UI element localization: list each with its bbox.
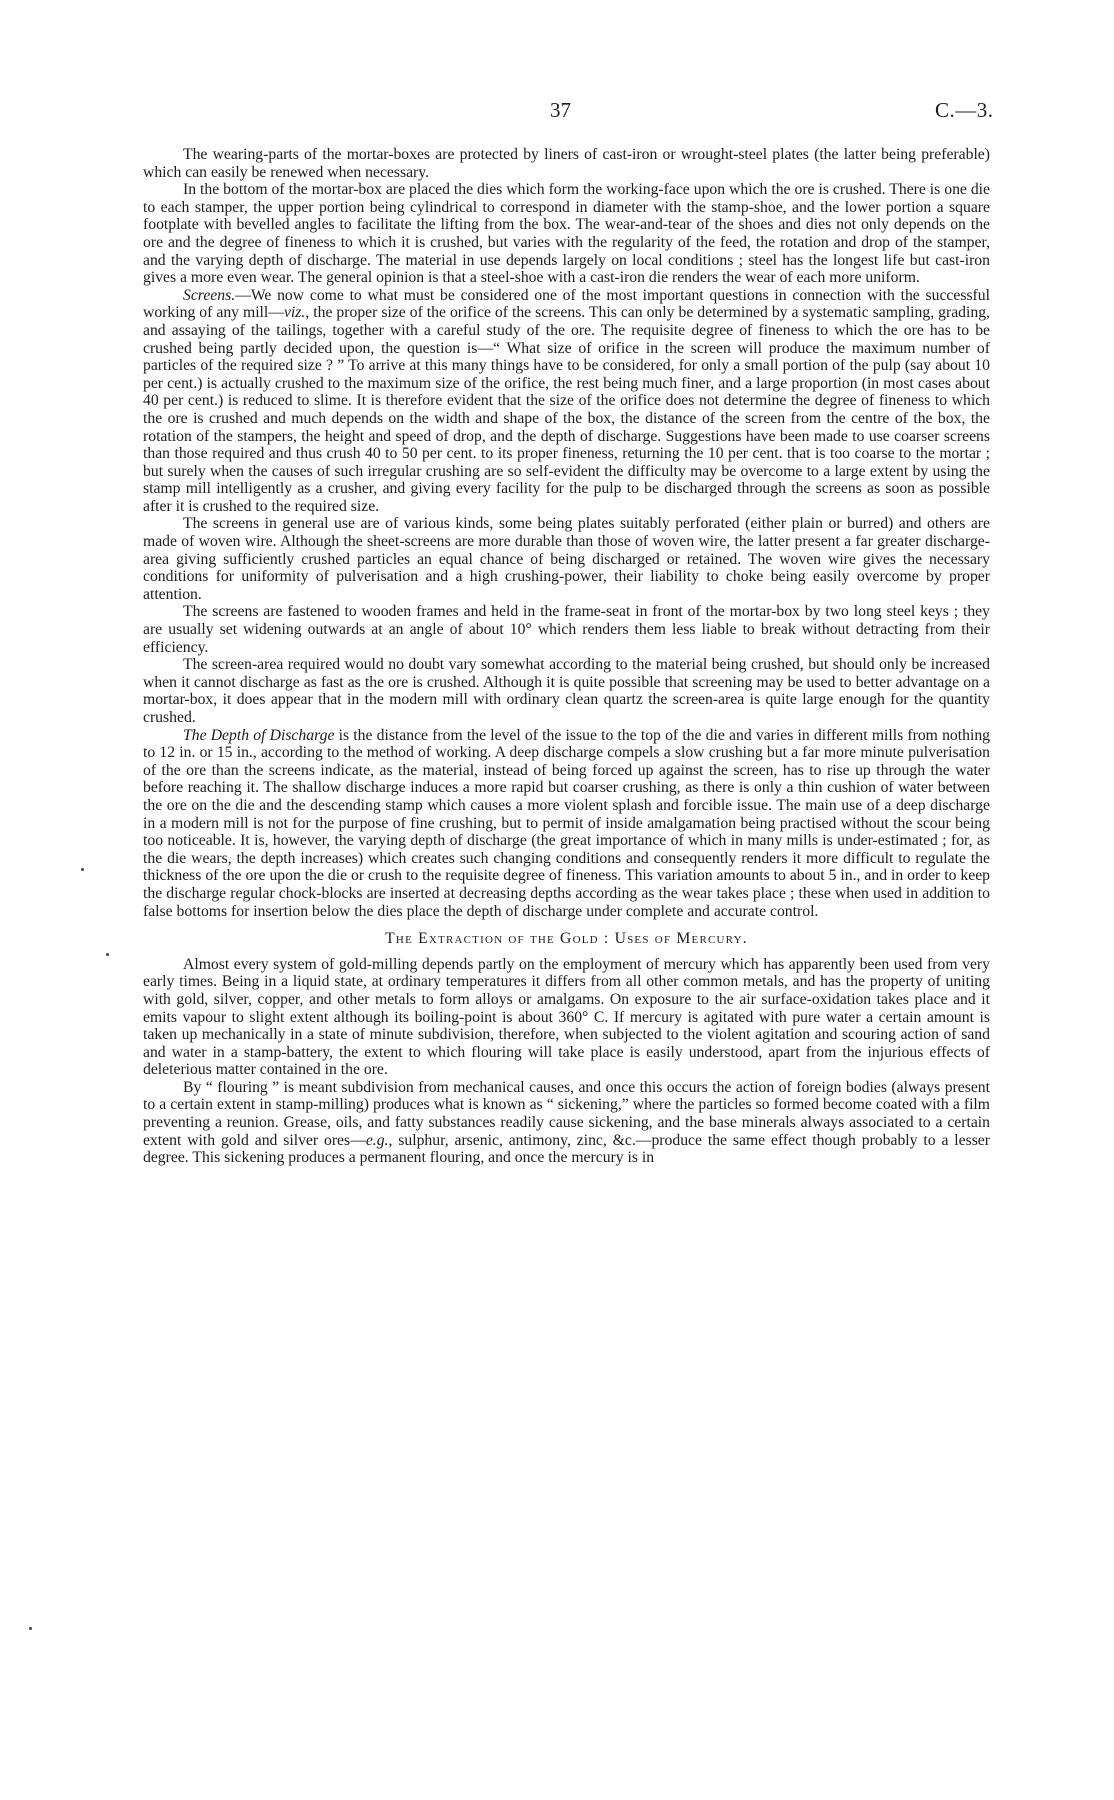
margin-speck	[29, 1627, 32, 1630]
paragraph-screens: Screens.—We now come to what must be considered one of the most important questions in connection with the successful working of any mill—viz., the proper size of the orifice of the screens. This can only be determined by a systematic sampling, grading, and assaying of the tailings, together with a careful study of the ore. The requisite degree of fineness to which the ore has to be crushed being partly decided upon, the question is—“ What size of orifice in the screen will produce the maximum number of particles of the required size ? ” To arrive at this many things have to be considered, for only a small portion of the pulp (say about 10 per cent.) is actually crushed to the maximum size of the orifice, the rest being much finer, and a large proportion (in most cases about 40 per cent.) is reduced to slime. It is therefore evident that the size of the orifice does not determine the degree of fineness to which the ore is crushed and much depends on the width and shape of the box, the distance of the screen from the centre of the box, the rotation of the stampers, the height and speed of drop, and the depth of discharge. Suggestions have been made to use coarser screens than those required and thus crush 40 to 50 per cent. to its proper fineness, returning the 10 per cent. that is too coarse to the mortar ; but surely when the causes of such irregular crushing are so self-evident the difficulty may be overcome to a large extent by using the stamp mill intelligently as a crusher, and giving every facility for the pulp to be discharged through the screens as soon as possible after it is crushed to the required size.	[143, 286, 990, 515]
paragraph-screen-kinds: The screens in general use are of various kinds, some being plates suitably perforated (either plain or burred) and others are made of woven wire. Although the sheet-screens are more durable than those of woven wire, the latter present a far greater discharge-area giving sufficiently crushed particles an equal chance of being discharged or retained. The woven wire gives the necessary conditions for uniformity of pulverisation and a high crushing-power, their liability to choke being easily overcome by proper attention.	[143, 515, 990, 603]
paragraph-screen-area: The screen-area required would no doubt vary somewhat according to the material being crushed, but should only be increased when it cannot discharge as fast as the ore is crushed. Although it is quite possible that screening may be used to better advantage on a mortar-box, it does appear that in the modern mill with ordinary clean quartz the screen-area is quite large enough for the quantity crushed.	[143, 656, 990, 726]
paragraph-lead-italic: Screens.	[183, 286, 236, 304]
body-text	[143, 146, 990, 1167]
paragraph-dies: In the bottom of the mortar-box are placed the dies which form the working-face upon which the ore is crushed. There is one die to each stamper, the upper portion being cylindrical to correspond in diameter with the stamp-shoe, and the lower portion a square footplate with bevelled angles to facilitate the lifting from the box. The wear-and-tear of the shoes and dies not only depends on the ore and the degree of fineness to which it is crushed, but varies with the regularity of the feed, the rotation and drop of the stamper, and the varying depth of discharge. The material in use depends largely on local conditions ; steel has the longest life but cast-iron gives a more even wear. The general opinion is that a steel-shoe with a cast-iron die renders the wear of each more uniform.	[143, 181, 990, 287]
paragraph-flouring: By “ flouring ” is meant subdivision from mechanical causes, and once this occurs the action of foreign bodies (always present to a certain extent in stamp-milling) produces what is known as “ sickening,” where the particles so formed become coated with a film preventing a reunion. Grease, oils, and fatty substances readily cause sickening, and the base minerals always associated to a certain extent with gold and silver ores—e.g., sulphur, arsenic, antimony, zinc, &c.—produce the same effect though probably to a lesser degree. This sickening produces a permanent flouring, and once the mercury is in	[143, 1078, 990, 1167]
paragraph-screen-frames: The screens are fastened to wooden frames and held in the frame-seat in front of the mortar-box by two long steel keys ; they are usually set widening outwards at an angle of about 10° which renders them less liable to break without detracting from their efficiency.	[143, 603, 990, 656]
page-header	[0, 98, 1114, 128]
document-reference: C.—3.	[935, 98, 994, 122]
margin-speck	[81, 868, 84, 871]
section-heading: The Extraction of the Gold : Uses of Mercury.	[385, 930, 748, 948]
paragraph-liners: The wearing-parts of the mortar-boxes are protected by liners of cast-iron or wrought-steel plates (the latter being preferable) which can easily be renewed when necessary.	[143, 146, 990, 181]
margin-speck	[106, 953, 109, 956]
page-number: 37	[550, 98, 571, 122]
paragraph-lead-italic: The Depth of Discharge	[183, 726, 335, 744]
paragraph-mercury: Almost every system of gold-milling depends partly on the employment of mercury which has apparently been used from very early times. Being in a liquid state, at ordinary temperatures it differs from all other common metals, and has the property of uniting with gold, silver, copper, and other metals to form alloys or amalgams. On exposure to the air surface-oxidation takes place and it emits vapour to slight extent although its boiling-point is about 360° C. If mercury is agitated with pure water a certain amount is taken up mechanically in a state of minute subdivision, therefore, when subjected to the violent agitation and scouring action of sand and water in a stamp-battery, the extent to which flouring will take place is easily understood, apart from the injurious effects of deleterious matter contained in the ore.	[143, 955, 990, 1079]
paragraph-depth-of-discharge: The Depth of Discharge is the distance from the level of the issue to the top of the die and varies in different mills from nothing to 12 in. or 15 in., according to the method of working. A deep discharge compels a slow crushing but a far more minute pulverisation of the ore than the screens indicate, as the material, instead of being forced up against the screen, has to rise up through the water before reaching it. The shallow discharge induces a more rapid but coarser crushing, as there is only a thin cushion of water between the ore on the die and the descending stamp which causes a more violent splash and forcible issue. The main use of a deep discharge in a modern mill is not for the purpose of fine crushing, but to permit of inside amalgamation being practised without the scour being too noticeable. It is, however, the varying depth of discharge (the great importance of which in many mills is under-estimated ; for, as the die wears, the depth increases) which creates such changing conditions and consequently renders it more difficult to regulate the thickness of the ore upon the die or crush to the requisite degree of fineness. This variation amounts to about 5 in., and in order to keep the discharge regular chock-blocks are inserted at decreasing depths according as the wear takes place ; these when used in addition to false bottoms for insertion below the dies place the depth of discharge under complete and accurate control.	[143, 726, 991, 920]
